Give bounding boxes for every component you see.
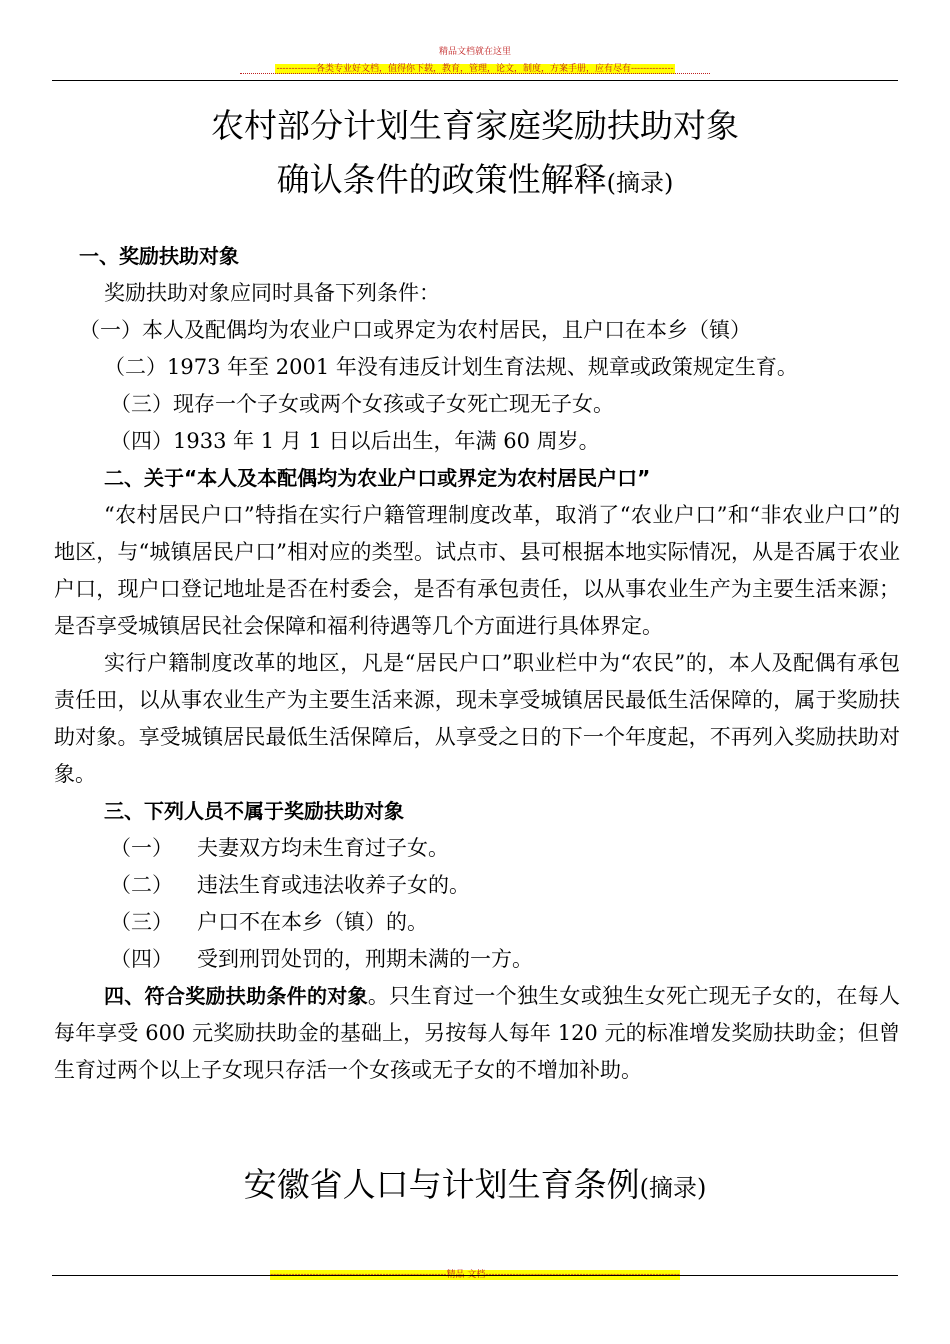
section3-item (54, 830, 900, 867)
footer-banner (0, 1262, 950, 1281)
section4-heading: 四、符合奖励扶助条件的对象 (104, 984, 368, 1008)
header-rule (52, 80, 898, 81)
section2-paragraph: 实行户籍制度改革的地区，凡是“居民户口”职业栏中为“农民”的，本人及配偶有承包责任田，以从事农业生产为主要生活来源，现未享受城镇居民最低生活保障的，属于奖励扶助对象。享受城镇居民最低生活保障后，从享受之日的下一个年度起，不再列入奖励扶助对象。 (54, 651, 900, 786)
section4-paragraph (54, 978, 900, 1089)
section3-item-number: （三） (110, 910, 173, 934)
doc-title-suffix: (摘录) (606, 169, 674, 197)
doc-title-line2-text: 确认条件的政策性解释 (276, 160, 607, 199)
section3-item-text: 户口不在本乡（镇）的。 (197, 910, 428, 934)
section2-heading: 二、关于“本人及本配偶均为农业户口或界定为农村居民户口” (104, 466, 651, 490)
section1-item: （三）现存一个子女或两个女孩或子女死亡现无子女。 (110, 392, 614, 416)
section1-heading: 一、奖励扶助对象 (79, 244, 239, 268)
section1-item: （一）本人及配偶均为农业户口或界定为农村居民，且户口在本乡（镇） (79, 318, 751, 342)
next-section-title (0, 1165, 950, 1208)
section3-item-number: （一） (110, 836, 173, 860)
header-top-line: 精品文档就在这里 (438, 47, 511, 57)
section3-item-text: 夫妻双方均未生育过子女。 (197, 836, 449, 860)
section3-item (54, 867, 900, 904)
section3-item-number: （四） (110, 947, 173, 971)
header-banner-text: -------------各类专业好文档，值得你下载，教育，管理，论文，制度，方案手册，应有尽有-------------- (276, 64, 674, 74)
footer-rule (52, 1275, 898, 1276)
section1-item: （二）1973 年至 2001 年没有违反计划生育法规、规章或政策规定生育。 (104, 355, 798, 379)
section3-item-number: （二） (110, 873, 173, 897)
section1-item: （四）1933 年 1 月 1 日以后出生，年满 60 周岁。 (110, 429, 600, 453)
document-body (54, 238, 900, 1089)
doc-title-line1: 农村部分计划生育家庭奖励扶助对象 (211, 106, 739, 145)
section3-item-text: 受到刑罚处罚的，刑期未满的一方。 (197, 947, 533, 971)
header-dotted-divider (240, 73, 710, 74)
section3-item (54, 941, 900, 978)
section1-intro: 奖励扶助对象应同时具备下列条件： (104, 281, 440, 305)
section3-item-text: 违法生育或违法收养子女的。 (197, 873, 470, 897)
section2-paragraph: “农村居民户口”特指在实行户籍管理制度改革，取消了“农业户口”和“非农业户口”的地区，与“城镇居民户口”相对应的类型。试点市、县可根据本地实际情况，从是否属于农业户口，现户口登记地址是否在村委会，是否有承包责任，以从事农业生产为主要生活来源；是否享受城镇居民社会保障和福利待遇等几个方面进行具体界定。 (54, 503, 900, 638)
section4-text: 。只生育过一个独生女或独生女死亡现无子女的，在每人每年享受 600 元奖励扶助金的基础上，另按每人每年 120 元的标准增发奖励扶助金；但曾生育过两个以上子女现只存活一个女孩或无子女的不增加补助。 (54, 984, 901, 1082)
section3-item (54, 904, 900, 941)
section3-heading: 三、下列人员不属于奖励扶助对象 (104, 799, 404, 823)
next-section-title-suffix: (摘录) (639, 1174, 707, 1202)
next-section-title-text: 安徽省人口与计划生育条例 (243, 1165, 640, 1204)
footer-banner-text: ----------------------------------------------------------精品 文档---------------------------------------------------------------- (270, 1270, 680, 1280)
doc-title-line2 (0, 160, 950, 203)
